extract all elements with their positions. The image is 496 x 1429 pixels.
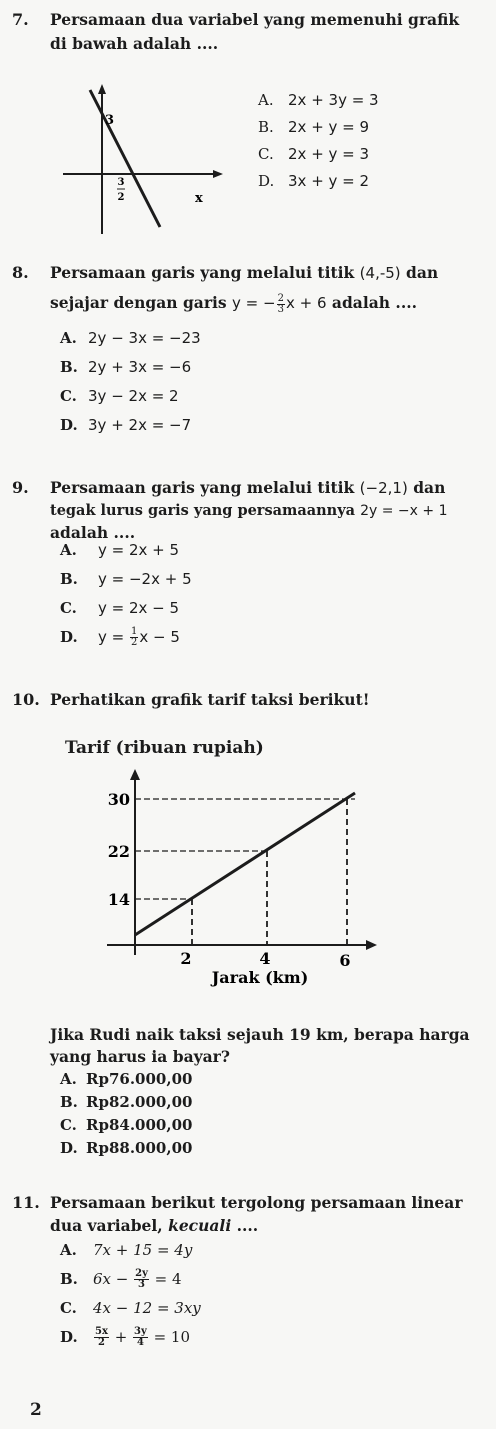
q11-option-d-fraction1: $\frac{5x}{2}$ <box>95 1326 108 1348</box>
q9-number: 9. <box>12 478 29 497</box>
q7-text-line1: Persamaan dua variabel yang memenuhi grafik <box>50 10 460 29</box>
q8-option-c[interactable]: C. 3y − 2x = 2 <box>60 387 179 405</box>
q10-chart <box>95 765 395 990</box>
q8-text-line1: Persamaan garis yang melalui titik (4,-5) dan <box>50 263 439 282</box>
q7-option-d[interactable]: D. 3x + y = 2 <box>258 172 370 190</box>
q11-number: 11. <box>12 1193 40 1212</box>
q10-option-d[interactable]: D. Rp88.000,00 <box>60 1139 193 1157</box>
q10-text: Perhatikan grafik tarif taksi berikut! <box>50 690 370 709</box>
q10-x-tick-4: 4 <box>259 949 271 968</box>
q7-options <box>258 90 379 198</box>
q9-text-line1: Persamaan garis yang melalui titik (−2,1) dan <box>50 478 446 497</box>
q11-text-line2: dua variabel, kecuali .... <box>50 1216 259 1235</box>
q7-option-c[interactable]: C. 2x + y = 3 <box>258 145 370 163</box>
q11-option-b-fraction: $\frac{2y}{3}$ <box>135 1268 148 1290</box>
q7-number: 7. <box>12 10 29 29</box>
q11-option-d[interactable]: D. $\frac{5x}{2}$ + $\frac{3y}{4}$ = 10 <box>60 1326 191 1348</box>
q10-option-a[interactable]: A. Rp76.000,00 <box>60 1070 193 1088</box>
q10-chart-title: Tarif (ribuan rupiah) <box>65 738 264 758</box>
q9-option-d-fraction: $\frac{1}{2}$ <box>130 626 138 648</box>
q9-options <box>60 540 192 656</box>
q9-text-line3: adalah .... <box>50 523 136 542</box>
q10-options <box>60 1069 192 1161</box>
q10-question-line2: yang harus ia bayar? <box>50 1047 230 1066</box>
q10-y-tick-30: 30 <box>107 790 130 809</box>
q10-x-tick-6: 6 <box>339 951 351 970</box>
q10-number: 10. <box>12 690 40 709</box>
q7-frac-num: 3 <box>117 177 125 188</box>
q7-option-b[interactable]: B. 2x + y = 9 <box>258 118 370 136</box>
q7-frac-den: 2 <box>117 192 125 203</box>
q10-y-arrow <box>130 769 140 780</box>
q8-fraction: $\frac{2}{3}$ <box>277 292 284 315</box>
q7-option-a[interactable]: A. 2x + 3y = 3 <box>258 91 379 109</box>
q9-option-d[interactable]: D. y = $\frac{1}{2}$ x − 5 <box>60 626 180 648</box>
q7-graph-line <box>90 90 160 227</box>
q7-y-arrow <box>98 84 106 94</box>
q10-option-b[interactable]: B. Rp82.000,00 <box>60 1093 193 1111</box>
q9-option-c[interactable]: C. y = 2x − 5 <box>60 599 180 617</box>
q10-x-arrow <box>366 940 377 950</box>
q11-option-d-fraction2: $\frac{3y}{4}$ <box>134 1326 147 1348</box>
q9-option-b[interactable]: B. y = −2x + 5 <box>60 570 192 588</box>
q11-options <box>60 1240 201 1356</box>
q10-y-tick-14: 14 <box>107 890 130 909</box>
q10-x-label: Jarak (km) <box>211 968 309 987</box>
q7-x-arrow <box>213 170 223 178</box>
q11-option-c[interactable]: C. 4x − 12 = 3xy <box>60 1299 201 1317</box>
q7-y-intercept-label: 3 <box>105 113 115 128</box>
q8-text-line2: sejajar dengan garis y = − $\frac{2}{3}$ x + 6 adalah .... <box>50 292 418 315</box>
q11-text-line1: Persamaan berikut tergolong persamaan linear <box>50 1193 463 1212</box>
q8-option-b[interactable]: B. 2y + 3x = −6 <box>60 358 192 376</box>
q7-x-label: x <box>195 191 203 206</box>
q8-option-d[interactable]: D. 3y + 2x = −7 <box>60 416 192 434</box>
q9-text-line2: tegak lurus garis yang persamaannya 2y = −x + 1 <box>50 502 448 519</box>
q11-option-b[interactable]: B. 6x − $\frac{2y}{3}$ = 4 <box>60 1268 182 1290</box>
q10-option-c[interactable]: C. Rp84.000,00 <box>60 1116 193 1134</box>
q9-option-a[interactable]: A. y = 2x + 5 <box>60 541 180 559</box>
q8-option-a[interactable]: A. 2y − 3x = −23 <box>60 329 201 347</box>
q8-number: 8. <box>12 263 29 282</box>
q7-text-line2: di bawah adalah .... <box>50 34 219 53</box>
q10-question-line1: Jika Rudi naik taksi sejauh 19 km, berapa harga <box>50 1025 470 1044</box>
q10-y-tick-22: 22 <box>107 842 130 861</box>
q10-tariff-line <box>135 793 355 935</box>
q8-options <box>60 328 201 444</box>
q10-x-tick-2: 2 <box>180 949 192 968</box>
q7-graph <box>55 82 225 242</box>
page-number: 2 <box>30 1400 42 1420</box>
q11-option-a[interactable]: A. 7x + 15 = 4y <box>60 1241 193 1259</box>
